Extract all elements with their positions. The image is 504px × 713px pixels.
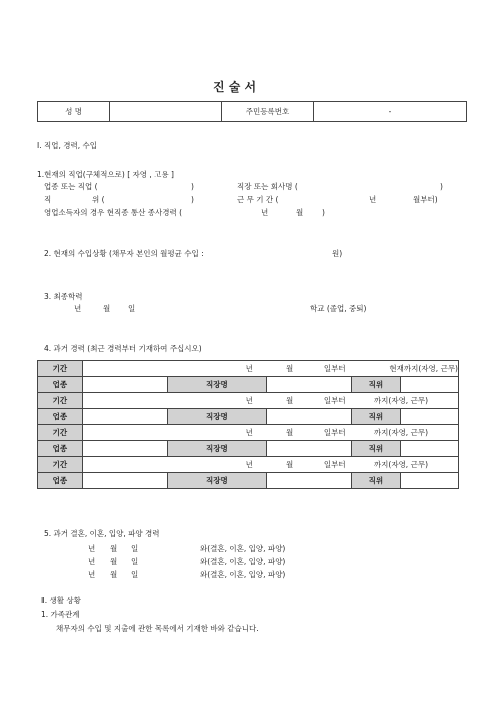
year-unit: 년	[245, 363, 253, 373]
month-unit: 월	[285, 459, 294, 469]
from-unit: 일부터	[323, 363, 346, 373]
year-unit: 년	[245, 427, 253, 437]
id-field[interactable]: -	[314, 102, 467, 122]
name-label: 성 명	[38, 102, 110, 122]
month-unit: 월	[285, 427, 294, 437]
to-unit: 까지(자영, 근무)	[373, 427, 428, 437]
company-label: 직장명	[167, 473, 266, 489]
day-unit: 일	[131, 557, 139, 566]
from-unit: 일부터	[323, 427, 346, 437]
school-label: 학교 (졸업, 중퇴)	[310, 304, 367, 313]
day-unit: 일	[131, 544, 139, 553]
day-unit: 일	[131, 570, 139, 579]
industry-label: 업종	[38, 409, 83, 425]
work-period-label: 근 무 기 간 (	[237, 195, 279, 204]
position-label: 직위	[352, 473, 401, 488]
month-unit: 월	[110, 570, 118, 579]
career-heading: 4. 과거 경력 (최근 경력부터 기재하여 주십시오)	[44, 344, 202, 353]
header-table	[37, 101, 467, 122]
day-unit: 일	[128, 304, 136, 313]
year-unit: 년	[245, 395, 253, 405]
industry-field[interactable]	[82, 377, 167, 393]
year-unit: 년	[261, 208, 269, 217]
month-from-unit: 월부터)	[413, 195, 438, 204]
industry-field[interactable]	[82, 473, 167, 489]
year-unit: 년	[88, 557, 96, 566]
industry-label: 업종	[38, 441, 83, 457]
period-label: 기간	[38, 393, 83, 409]
name-field[interactable]	[110, 102, 222, 122]
to-unit: 현재까지(자영, 근무)	[389, 363, 458, 373]
page-title: 진 술 서	[213, 80, 257, 94]
month-unit: 월	[110, 544, 118, 553]
company-label: 직장명	[167, 377, 266, 393]
period-label: 기간	[38, 425, 83, 441]
income-unit: 원)	[332, 249, 343, 258]
period-field[interactable]	[82, 425, 458, 441]
period-field[interactable]	[82, 457, 458, 473]
company-label: 직장명	[167, 409, 266, 425]
family-text: 채무자의 수입 및 지출에 관한 목록에서 기재한 바와 같습니다.	[56, 624, 259, 633]
month-unit: 월	[110, 557, 118, 566]
marriage-heading: 5. 과거 결혼, 이혼, 입양, 파양 경력	[44, 529, 160, 538]
from-unit: 일부터	[323, 395, 346, 405]
career-total-label: 영업소득자의 경우 현직종 통산 종사경력 (	[44, 208, 183, 217]
position-label: 직위	[352, 409, 401, 424]
industry-field[interactable]	[82, 409, 167, 425]
family-label: 1. 가족관계	[41, 610, 80, 619]
income-label: 2. 현재의 수입상황 (채무자 본인의 월평균 수입 :	[44, 249, 204, 258]
year-unit: 년	[74, 304, 82, 313]
month-unit: 월	[285, 395, 294, 405]
current-job-label: 1.현재의 직업(구체적으로) [ 자영 , 고용 ]	[37, 170, 174, 179]
industry-field[interactable]	[82, 441, 167, 457]
position-label: 직위	[352, 377, 401, 392]
to-unit: 까지(자영, 근무)	[373, 395, 428, 405]
period-field[interactable]	[82, 361, 458, 377]
career-table	[37, 360, 459, 489]
company-label: 직장 또는 회사명 (	[237, 182, 298, 191]
month-unit: 월	[296, 208, 304, 217]
marriage-type: 와(결혼, 이혼, 입양, 파양)	[200, 544, 286, 553]
section2-heading: Ⅱ. 생활 상황	[41, 596, 81, 605]
paren-close: )	[191, 195, 194, 204]
paren-close: )	[440, 182, 443, 191]
company-field[interactable]	[266, 473, 458, 489]
period-label: 기간	[38, 457, 83, 473]
month-unit: 월	[285, 363, 294, 373]
month-unit: 월	[103, 304, 111, 313]
period-field[interactable]	[82, 393, 458, 409]
marriage-type: 와(결혼, 이혼, 입양, 파양)	[200, 557, 286, 566]
position-label: 직위	[352, 441, 401, 456]
year-unit: 년	[369, 195, 377, 204]
year-unit: 년	[88, 570, 96, 579]
from-unit: 일부터	[323, 459, 346, 469]
paren-close: )	[322, 208, 325, 217]
year-unit: 년	[88, 544, 96, 553]
education-label: 3. 최종학력	[44, 292, 83, 301]
company-field[interactable]	[266, 377, 458, 393]
company-label: 직장명	[167, 441, 266, 457]
paren-close: )	[191, 182, 194, 191]
to-unit: 까지(자영, 근무)	[373, 459, 428, 469]
position-label-paren: 위 (	[92, 195, 105, 204]
industry-label: 업종	[38, 473, 83, 489]
section1-heading: Ⅰ. 직업, 경력, 수입	[37, 141, 97, 150]
period-label: 기간	[38, 361, 83, 377]
marriage-type: 와(결혼, 이혼, 입양, 파양)	[200, 570, 286, 579]
id-label: 주민등록번호	[222, 102, 314, 122]
industry-label: 업종 또는 직업 (	[44, 182, 98, 191]
position-label: 직	[44, 195, 52, 204]
year-unit: 년	[245, 459, 253, 469]
company-field[interactable]	[266, 409, 458, 425]
company-field[interactable]	[266, 441, 458, 457]
industry-label: 업종	[38, 377, 83, 393]
